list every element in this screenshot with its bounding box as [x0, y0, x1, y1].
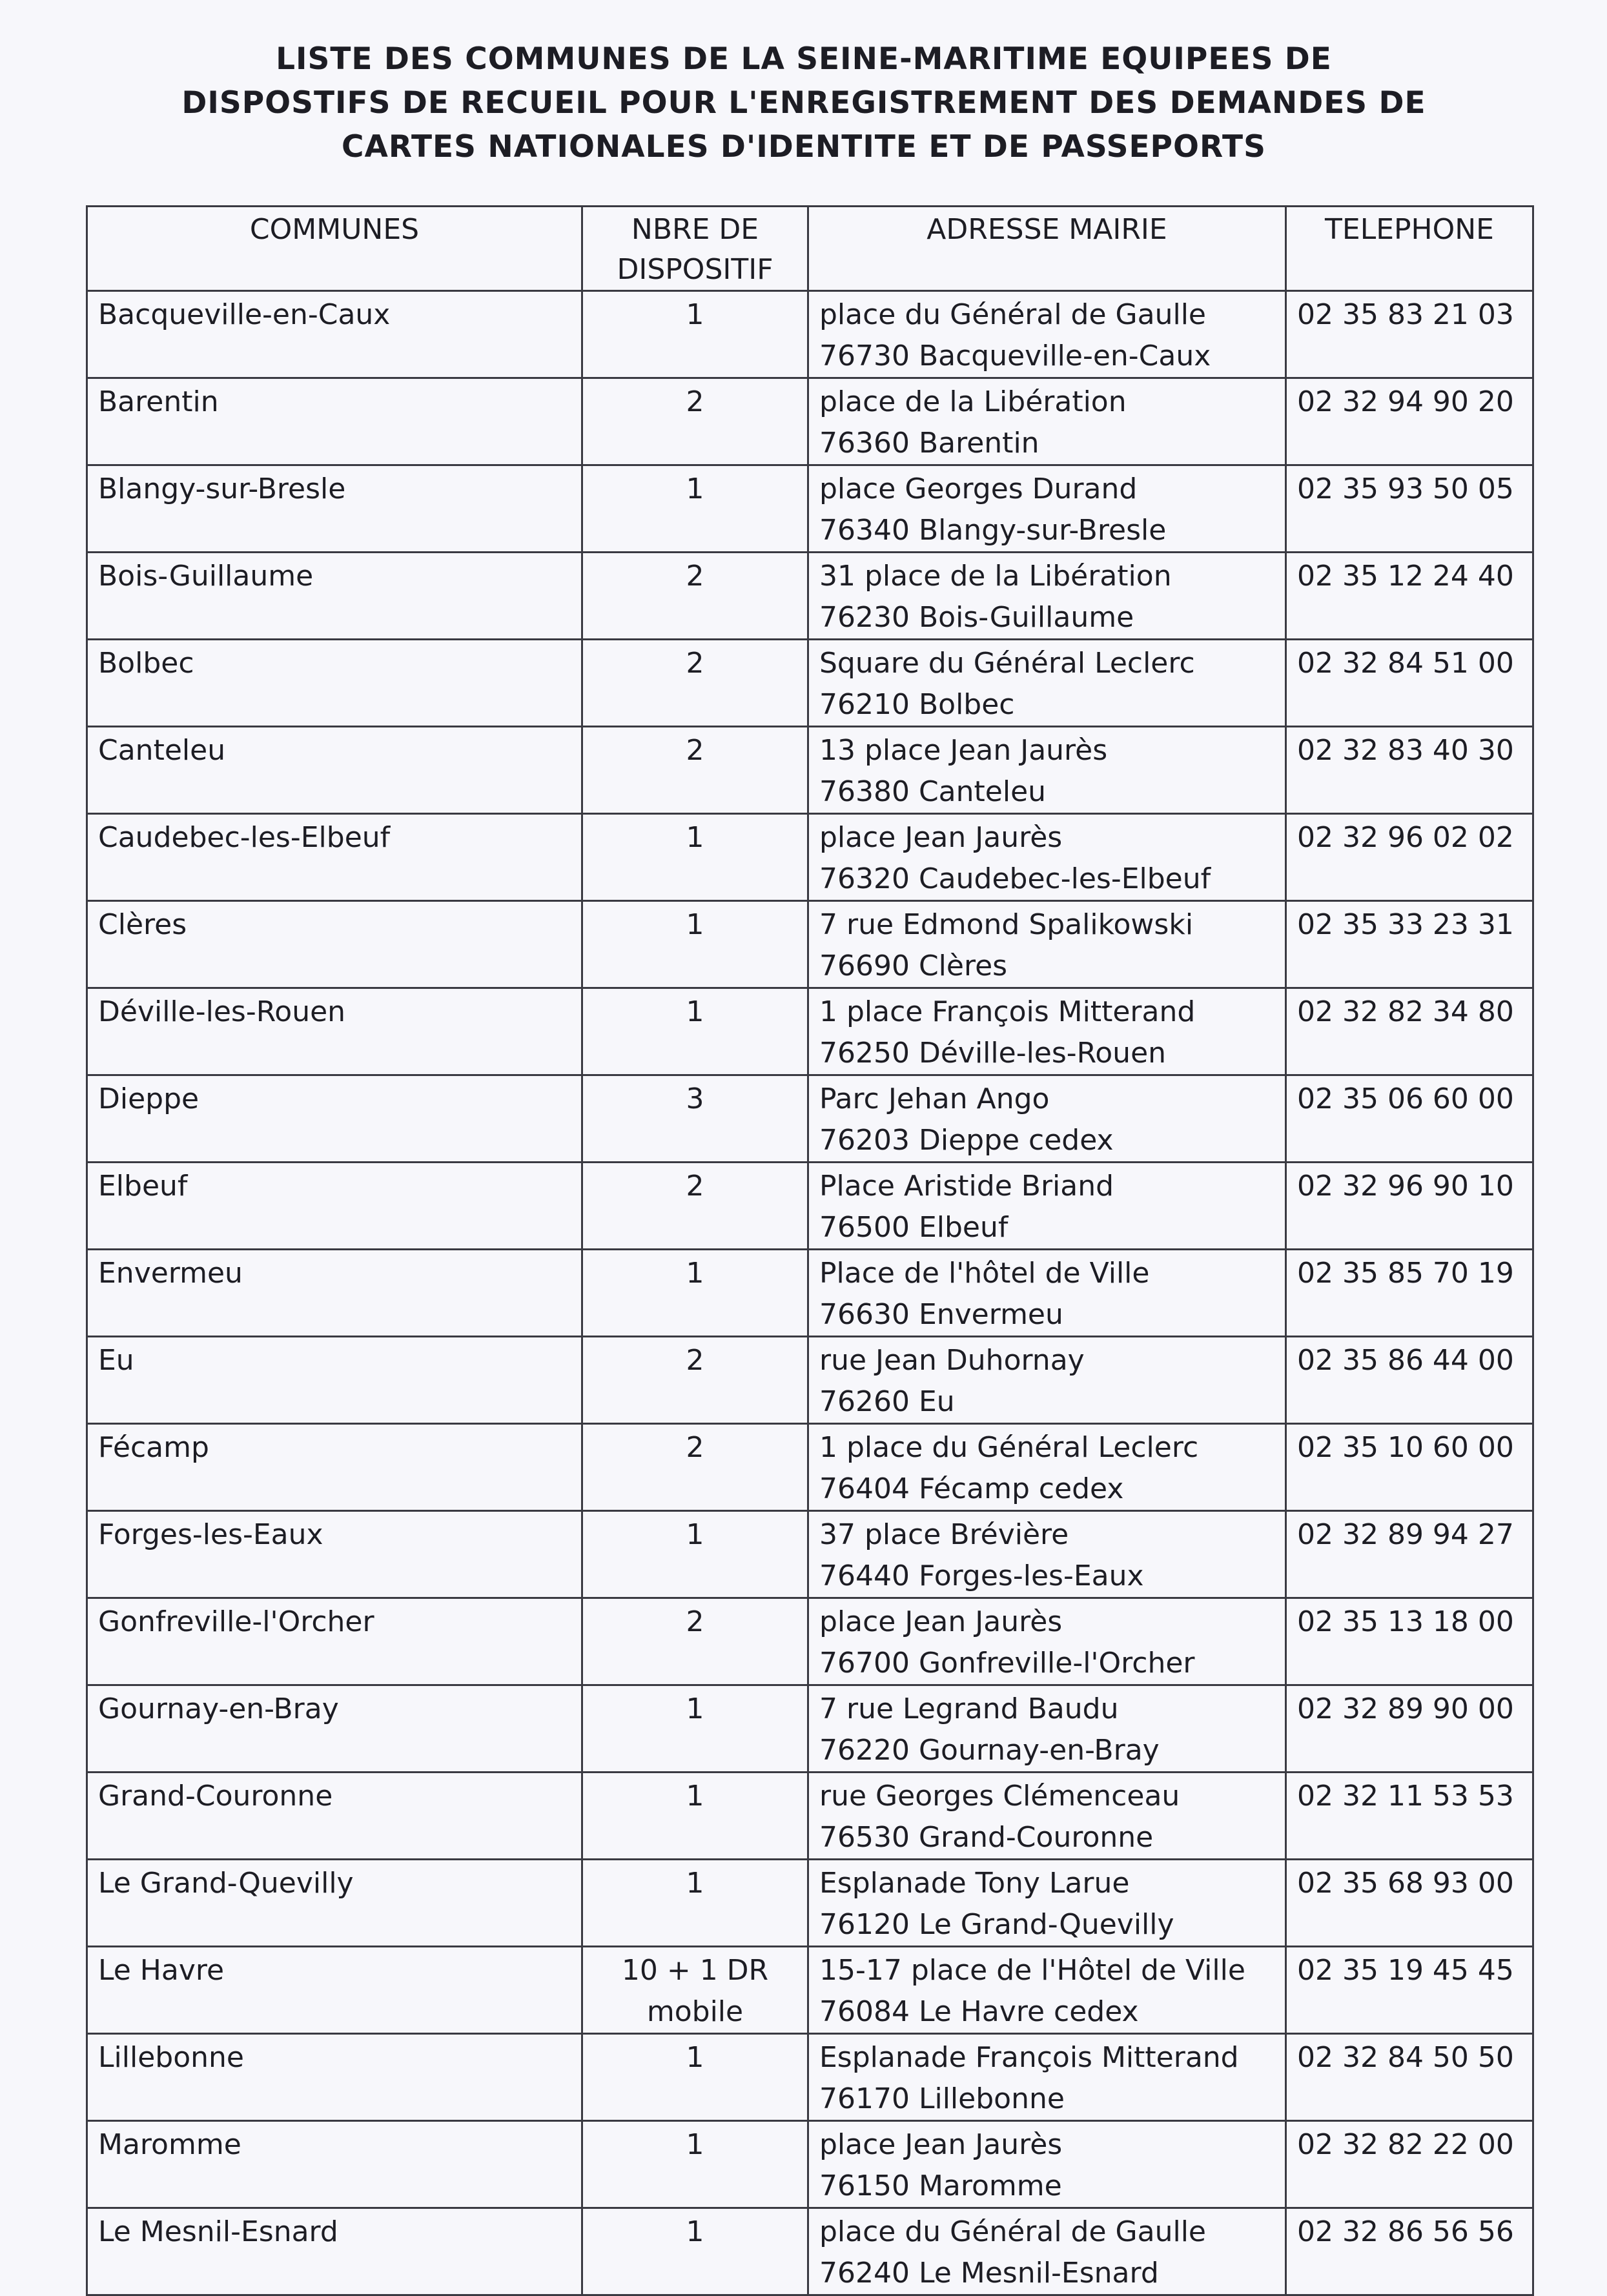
address-street: Square du Général Leclerc [819, 647, 1195, 680]
commune-name: Fécamp [87, 1424, 582, 1511]
dispositif-count-line-1: 1 [686, 472, 704, 505]
address-postal: 76220 Gournay-en-Bray [819, 1734, 1160, 1767]
dispositif-count-line-1: 1 [686, 1867, 704, 1900]
address-postal: 76530 Grand-Couronne [819, 1821, 1154, 1854]
dispositif-count [582, 640, 808, 727]
telephone-number: 02 35 83 21 03 [1286, 291, 1533, 378]
address-postal: 76210 Bolbec [819, 688, 1015, 721]
dispositif-count [582, 727, 808, 814]
commune-name: Dieppe [87, 1075, 582, 1163]
header-adresse-mairie: ADRESSE MAIRIE [808, 207, 1286, 291]
commune-name: Bois-Guillaume [87, 553, 582, 640]
telephone-number: 02 35 68 93 00 [1286, 1860, 1533, 1947]
commune-name: Blangy-sur-Bresle [87, 465, 582, 553]
telephone-number: 02 35 33 23 31 [1286, 901, 1533, 988]
address-postal: 76084 Le Havre cedex [819, 1995, 1139, 2028]
mairie-address [808, 553, 1286, 640]
dispositif-count-line-1: 3 [686, 1082, 704, 1115]
dispositif-count [582, 2034, 808, 2121]
dispositif-count-line-1: 2 [686, 560, 704, 593]
commune-name: Clères [87, 901, 582, 988]
telephone-number: 02 35 86 44 00 [1286, 1337, 1533, 1424]
address-postal: 76700 Gonfreville-l'Orcher [819, 1647, 1195, 1680]
telephone-number: 02 35 93 50 05 [1286, 465, 1533, 553]
address-street: 13 place Jean Jaurès [819, 734, 1108, 767]
telephone-number: 02 35 85 70 19 [1286, 1250, 1533, 1337]
table-row [87, 727, 1533, 814]
telephone-number: 02 32 94 90 20 [1286, 378, 1533, 465]
telephone-number: 02 32 96 02 02 [1286, 814, 1533, 901]
address-street: Esplanade Tony Larue [819, 1867, 1130, 1900]
title-line-3: CARTES NATIONALES D'IDENTITE ET DE PASSEPORTS [342, 129, 1266, 165]
telephone-number: 02 32 86 56 56 [1286, 2208, 1533, 2295]
dispositif-count-line-1: 1 [686, 1518, 704, 1551]
mairie-address [808, 814, 1286, 901]
address-postal: 76500 Elbeuf [819, 1211, 1008, 1244]
address-street: place Jean Jaurès [819, 1605, 1063, 1638]
telephone-number: 02 35 13 18 00 [1286, 1598, 1533, 1685]
telephone-number: 02 35 12 24 40 [1286, 553, 1533, 640]
mairie-address [808, 2034, 1286, 2121]
address-postal: 76690 Clères [819, 950, 1008, 982]
table-row [87, 1860, 1533, 1947]
mairie-address [808, 1773, 1286, 1860]
address-postal: 76230 Bois-Guillaume [819, 601, 1134, 634]
commune-name: Gonfreville-l'Orcher [87, 1598, 582, 1685]
dispositif-count [582, 988, 808, 1075]
address-postal: 76250 Déville-les-Rouen [819, 1037, 1167, 1070]
mairie-address [808, 1163, 1286, 1250]
dispositif-count-line-1: 1 [686, 1692, 704, 1725]
table-row [87, 1337, 1533, 1424]
address-postal: 76404 Fécamp cedex [819, 1472, 1124, 1505]
address-postal: 76240 Le Mesnil-Esnard [819, 2257, 1159, 2290]
mairie-address [808, 1424, 1286, 1511]
mairie-address [808, 1075, 1286, 1163]
address-street: Esplanade François Mitterand [819, 2041, 1239, 2074]
telephone-number: 02 32 84 51 00 [1286, 640, 1533, 727]
dispositif-count-line-1: 2 [686, 1605, 704, 1638]
address-street: 1 place François Mitterand [819, 995, 1196, 1028]
table-header-row [87, 207, 1533, 291]
mairie-address [808, 988, 1286, 1075]
telephone-number: 02 32 84 50 50 [1286, 2034, 1533, 2121]
dispositif-count [582, 1685, 808, 1773]
address-postal: 76380 Canteleu [819, 775, 1047, 808]
mairie-address [808, 640, 1286, 727]
table-row [87, 1773, 1533, 1860]
commune-name: Eu [87, 1337, 582, 1424]
dispositif-count-line-1: 2 [686, 385, 704, 418]
table-row [87, 1163, 1533, 1250]
address-postal: 76340 Blangy-sur-Bresle [819, 514, 1167, 547]
document-title [103, 37, 1504, 169]
dispositif-count-line-1: 1 [686, 2215, 704, 2248]
title-line-2: DISPOSTIFS DE RECUEIL POUR L'ENREGISTREMENT DES DEMANDES DE [181, 85, 1426, 121]
commune-name: Gournay-en-Bray [87, 1685, 582, 1773]
dispositif-count-line-1: 2 [686, 647, 704, 680]
telephone-number: 02 35 06 60 00 [1286, 1075, 1533, 1163]
address-postal: 76320 Caudebec-les-Elbeuf [819, 862, 1211, 895]
commune-name: Caudebec-les-Elbeuf [87, 814, 582, 901]
table-body [87, 291, 1533, 2295]
address-postal: 76440 Forges-les-Eaux [819, 1559, 1144, 1592]
dispositif-count-line-1: 2 [686, 1344, 704, 1377]
dispositif-count [582, 2208, 808, 2295]
address-postal: 76150 Maromme [819, 2169, 1062, 2202]
title-line-1: LISTE DES COMMUNES DE LA SEINE-MARITIME EQUIPEES DE [276, 41, 1332, 77]
dispositif-count [582, 1424, 808, 1511]
dispositif-count-line-1: 1 [686, 2128, 704, 2161]
address-street: 1 place du Général Leclerc [819, 1431, 1199, 1464]
mairie-address [808, 901, 1286, 988]
address-street: 7 rue Legrand Baudu [819, 1692, 1119, 1725]
table-row [87, 814, 1533, 901]
header-communes: COMMUNES [87, 207, 582, 291]
commune-name: Lillebonne [87, 2034, 582, 2121]
address-street: place de la Libération [819, 385, 1127, 418]
dispositif-count [582, 1250, 808, 1337]
table-row [87, 1685, 1533, 1773]
table-row [87, 378, 1533, 465]
address-street: place Jean Jaurès [819, 2128, 1063, 2161]
table-row [87, 640, 1533, 727]
dispositif-count-line-1: 2 [686, 734, 704, 767]
table-row [87, 2208, 1533, 2295]
commune-name: Elbeuf [87, 1163, 582, 1250]
address-street: Parc Jehan Ango [819, 1082, 1050, 1115]
dispositif-count-line-1: 1 [686, 908, 704, 941]
dispositif-count-line-1: 1 [686, 1780, 704, 1813]
telephone-number: 02 32 82 22 00 [1286, 2121, 1533, 2208]
table-row [87, 1424, 1533, 1511]
dispositif-count [582, 378, 808, 465]
mairie-address [808, 1250, 1286, 1337]
table-row [87, 1511, 1533, 1598]
table-row [87, 1598, 1533, 1685]
communes-table [86, 205, 1534, 2296]
commune-name: Barentin [87, 378, 582, 465]
dispositif-count [582, 553, 808, 640]
commune-name: Canteleu [87, 727, 582, 814]
address-street: 37 place Brévière [819, 1518, 1069, 1551]
dispositif-count-line-1: 1 [686, 298, 704, 331]
dispositif-count [582, 1947, 808, 2034]
address-postal: 76630 Envermeu [819, 1298, 1063, 1331]
dispositif-count-line-1: 1 [686, 995, 704, 1028]
table-row [87, 2034, 1533, 2121]
address-street: 15-17 place de l'Hôtel de Ville [819, 1954, 1245, 1987]
table-row [87, 988, 1533, 1075]
commune-name: Déville-les-Rouen [87, 988, 582, 1075]
commune-name: Le Havre [87, 1947, 582, 2034]
mairie-address [808, 1860, 1286, 1947]
telephone-number: 02 32 96 90 10 [1286, 1163, 1533, 1250]
address-street: place Jean Jaurès [819, 821, 1063, 854]
dispositif-count [582, 814, 808, 901]
dispositif-count-line-1: 2 [686, 1170, 704, 1203]
dispositif-count [582, 2121, 808, 2208]
dispositif-count [582, 1860, 808, 1947]
telephone-number: 02 32 11 53 53 [1286, 1773, 1533, 1860]
mairie-address [808, 2208, 1286, 2295]
mairie-address [808, 1511, 1286, 1598]
mairie-address [808, 1598, 1286, 1685]
telephone-number: 02 32 83 40 30 [1286, 727, 1533, 814]
address-postal: 76730 Bacqueville-en-Caux [819, 340, 1211, 372]
address-street: Place de l'hôtel de Ville [819, 1257, 1150, 1290]
address-street: 7 rue Edmond Spalikowski [819, 908, 1194, 941]
commune-name: Maromme [87, 2121, 582, 2208]
mairie-address [808, 1947, 1286, 2034]
address-postal: 76120 Le Grand-Quevilly [819, 1908, 1174, 1941]
commune-name: Le Grand-Quevilly [87, 1860, 582, 1947]
dispositif-count-line-1: 10 + 1 DR [621, 1954, 769, 1987]
dispositif-count-line-1: 1 [686, 821, 704, 854]
address-postal: 76170 Lillebonne [819, 2082, 1065, 2115]
dispositif-count [582, 1598, 808, 1685]
commune-name: Bacqueville-en-Caux [87, 291, 582, 378]
mairie-address [808, 1337, 1286, 1424]
commune-name: Le Mesnil-Esnard [87, 2208, 582, 2295]
address-street: rue Jean Duhornay [819, 1344, 1085, 1377]
telephone-number: 02 32 82 34 80 [1286, 988, 1533, 1075]
dispositif-count [582, 1511, 808, 1598]
address-street: rue Georges Clémenceau [819, 1780, 1180, 1813]
table-row [87, 291, 1533, 378]
mairie-address [808, 2121, 1286, 2208]
mairie-address [808, 1685, 1286, 1773]
table-row [87, 1947, 1533, 2034]
header-nbre-line-1: NBRE DE [631, 213, 759, 246]
dispositif-count [582, 1773, 808, 1860]
commune-name: Envermeu [87, 1250, 582, 1337]
telephone-number: 02 32 89 90 00 [1286, 1685, 1533, 1773]
dispositif-count-line-1: 1 [686, 2041, 704, 2074]
table-row [87, 553, 1533, 640]
commune-name: Forges-les-Eaux [87, 1511, 582, 1598]
header-telephone: TELEPHONE [1286, 207, 1533, 291]
mairie-address [808, 378, 1286, 465]
dispositif-count [582, 465, 808, 553]
commune-name: Bolbec [87, 640, 582, 727]
commune-name: Grand-Couronne [87, 1773, 582, 1860]
dispositif-count [582, 1075, 808, 1163]
dispositif-count [582, 291, 808, 378]
table-row [87, 901, 1533, 988]
address-street: place du Général de Gaulle [819, 298, 1207, 331]
table-row [87, 2121, 1533, 2208]
address-postal: 76260 Eu [819, 1385, 955, 1418]
dispositif-count [582, 1337, 808, 1424]
address-postal: 76360 Barentin [819, 427, 1039, 460]
table-row [87, 1250, 1533, 1337]
address-postal: 76203 Dieppe cedex [819, 1124, 1114, 1157]
dispositif-count [582, 1163, 808, 1250]
telephone-number: 02 35 10 60 00 [1286, 1424, 1533, 1511]
telephone-number: 02 32 89 94 27 [1286, 1511, 1533, 1598]
dispositif-count-line-1: 1 [686, 1257, 704, 1290]
header-nbre-line-2: DISPOSITIF [617, 253, 773, 286]
address-street: place du Général de Gaulle [819, 2215, 1207, 2248]
dispositif-count-line-2: mobile [646, 1995, 744, 2028]
mairie-address [808, 465, 1286, 553]
mairie-address [808, 727, 1286, 814]
address-street: Place Aristide Briand [819, 1170, 1114, 1203]
address-street: place Georges Durand [819, 472, 1138, 505]
header-nbre-dispositif [582, 207, 808, 291]
table-row [87, 1075, 1533, 1163]
table-row [87, 465, 1533, 553]
dispositif-count-line-1: 2 [686, 1431, 704, 1464]
mairie-address [808, 291, 1286, 378]
address-street: 31 place de la Libération [819, 560, 1172, 593]
dispositif-count [582, 901, 808, 988]
telephone-number: 02 35 19 45 45 [1286, 1947, 1533, 2034]
